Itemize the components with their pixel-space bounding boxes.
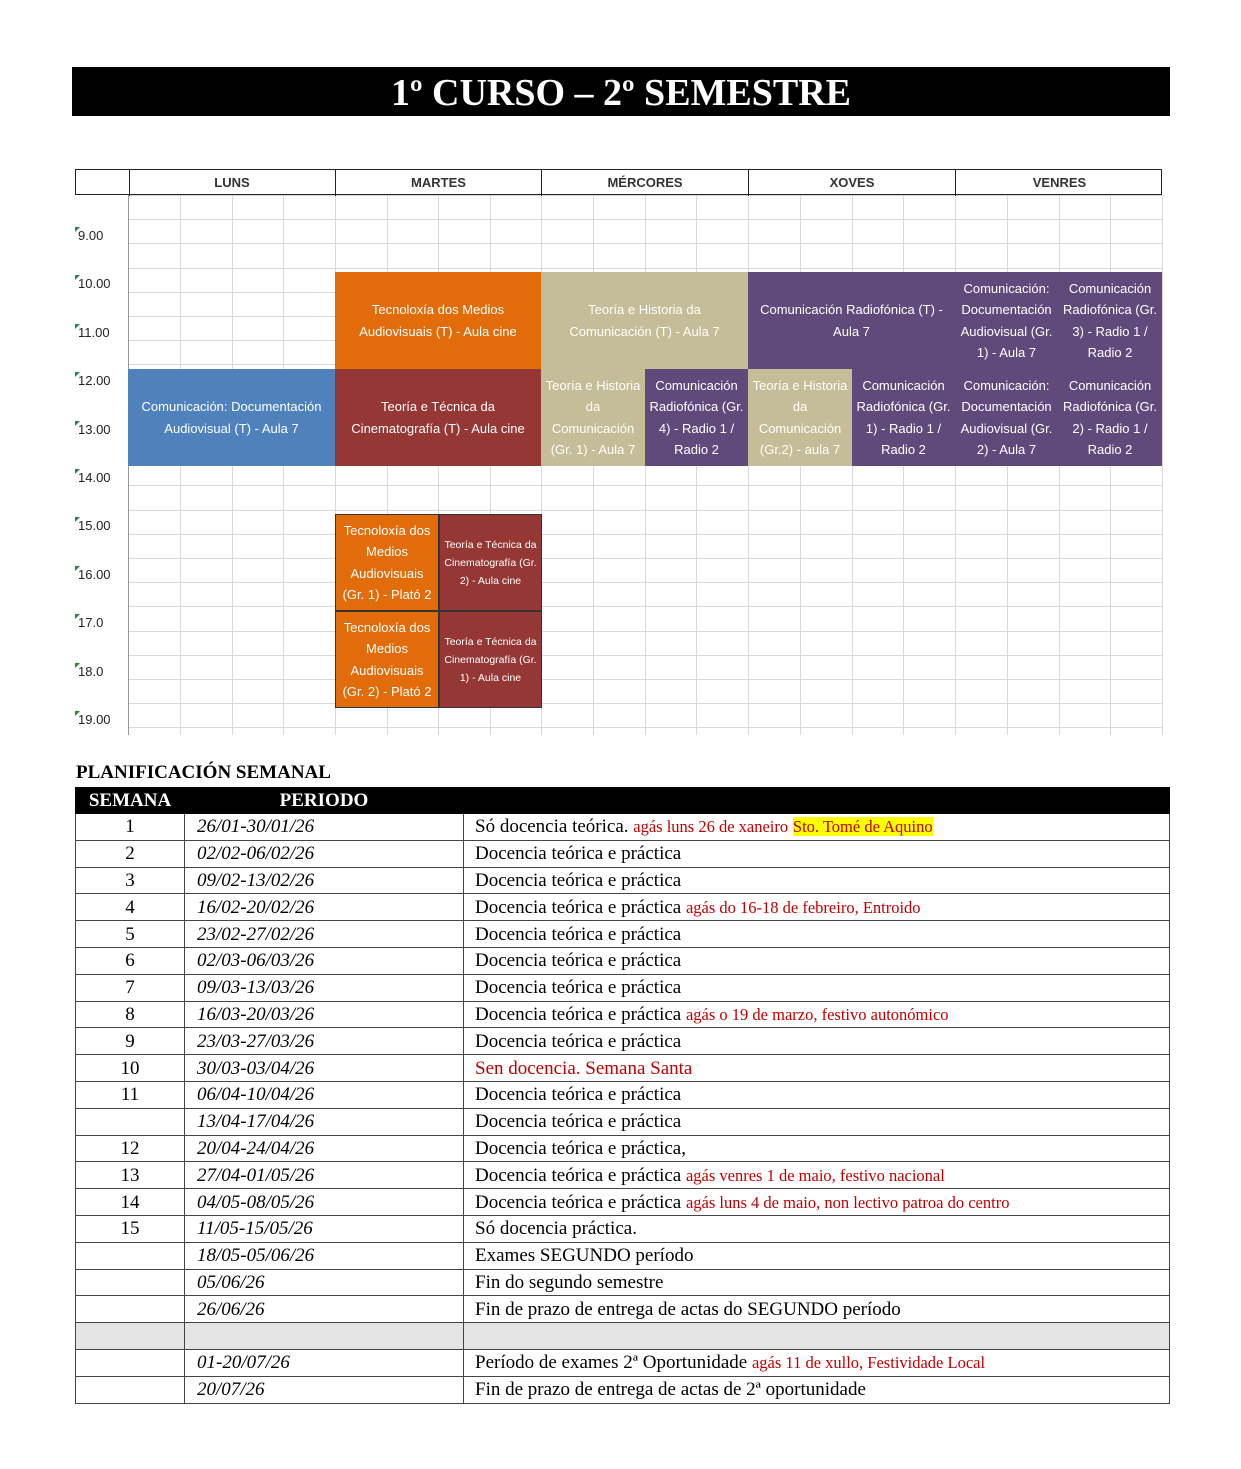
time-label: 13.00 — [78, 421, 111, 437]
description-alert: Sen docencia. Semana Santa — [475, 1057, 693, 1079]
periodo-cell: 16/02-20/02/26 — [185, 894, 464, 921]
class-block-line: Radio 2 — [1087, 345, 1133, 360]
planning-row — [76, 1323, 1170, 1350]
time-label: 19.00 — [78, 712, 111, 727]
class-block-line: 4) - Radio 1 / — [658, 420, 735, 436]
grid-line — [1162, 195, 1163, 735]
planning-row — [76, 1296, 1170, 1323]
planning-row — [76, 1001, 1170, 1028]
description-text: Docencia teórica e práctica — [475, 1084, 682, 1106]
description-text: Docencia teórica e práctica — [475, 1191, 682, 1213]
description-cell — [464, 974, 1170, 1001]
class-block-line: (Gr. 1) - Aula 7 — [550, 442, 636, 457]
class-block-mar-tec-medios — [335, 272, 541, 369]
planning-row — [76, 1376, 1170, 1403]
class-block-line: Cinematografía (T) - Aula cine — [351, 420, 525, 436]
class-block-line: Comunicación — [862, 377, 945, 393]
class-block-line: Audiovisuais (T) - Aula cine — [359, 323, 517, 339]
semana-cell: 12 — [76, 1135, 185, 1162]
periodo-cell: 23/02-27/02/26 — [185, 921, 464, 948]
class-block-line: Audiovisuais — [350, 565, 424, 581]
semana-cell — [76, 1296, 185, 1323]
description-cell — [464, 1055, 1170, 1082]
description-cell — [464, 1269, 1170, 1296]
description-text: Só docencia teórica. — [475, 816, 629, 838]
periodo-cell: 20/04-24/04/26 — [185, 1135, 464, 1162]
class-block-ven-radio-g3 — [1058, 272, 1162, 369]
periodo-cell: 16/03-20/03/26 — [185, 1001, 464, 1028]
class-block-line: Teoría e Técnica da — [444, 538, 537, 551]
semana-cell — [76, 1323, 185, 1350]
exception-note: agás luns 26 de xaneiro — [633, 817, 789, 837]
time-label: 16.00 — [78, 566, 111, 582]
class-block-line: Tecnoloxía dos Medios — [371, 302, 505, 317]
class-block-line: Radio 2 — [1087, 442, 1133, 457]
class-block-line: Radiofónica (Gr. — [649, 399, 744, 414]
semana-cell — [76, 1349, 185, 1376]
class-block-line: Audiovisuais — [350, 662, 424, 678]
planning-row — [76, 1215, 1170, 1242]
planning-row — [76, 1349, 1170, 1376]
class-block-mar-cine-g1 — [439, 611, 542, 708]
class-block-line: Cinematografía (Gr. — [444, 653, 537, 666]
periodo-cell — [185, 1323, 464, 1350]
planning-title: PLANIFICACIÓN SEMANAL — [76, 762, 331, 783]
periodo-cell: 05/06/26 — [185, 1269, 464, 1296]
description-text: Docencia teórica e práctica — [475, 1111, 682, 1133]
exception-note: agás 11 de xullo, Festividade Local — [751, 1353, 986, 1373]
class-block-line: Documentación — [961, 302, 1052, 317]
planning-row — [76, 840, 1170, 867]
planning-row — [76, 1055, 1170, 1082]
header-corner — [76, 170, 130, 196]
timetable-header — [75, 169, 1162, 195]
class-block-line: Radiofónica (Gr. — [1063, 302, 1157, 317]
planning-row — [76, 1081, 1170, 1108]
class-block-line: Aula 7 — [833, 323, 870, 339]
description-text: Docencia teórica e práctica — [475, 950, 682, 972]
class-block-line: Comunicación: Documentación — [141, 399, 322, 414]
day-header-venres: VENRES — [1032, 175, 1087, 190]
class-block-line: Radiofónica (Gr. — [856, 399, 951, 414]
class-block-mer-teoria-historia — [541, 272, 748, 369]
exception-note: agás venres 1 de maio, festivo nacional — [685, 1165, 945, 1185]
periodo-cell: 06/04-10/04/26 — [185, 1081, 464, 1108]
planning-row — [76, 814, 1170, 841]
description-text: Docencia teórica e práctica — [475, 923, 682, 945]
time-label: 17.0 — [78, 615, 104, 631]
class-block-line: 2) - Aula cine — [459, 574, 522, 587]
day-header-mércores: MÉRCORES — [542, 170, 749, 196]
class-block-line: Comunicación: — [963, 377, 1050, 393]
time-label: 12.00 — [78, 373, 111, 389]
class-block-line: Teoría e Técnica da — [381, 399, 495, 414]
class-block-mar-cine-t — [335, 369, 541, 466]
class-block-line: da — [792, 399, 808, 414]
description-cell — [464, 1001, 1170, 1028]
planning-row — [76, 947, 1170, 974]
semana-cell: 7 — [76, 974, 185, 1001]
description-cell — [464, 1376, 1170, 1403]
periodo-cell: 13/04-17/04/26 — [185, 1108, 464, 1135]
class-block-line: 2) - Aula 7 — [976, 442, 1037, 457]
time-label: 10.00 — [78, 276, 111, 292]
semana-cell: 5 — [76, 921, 185, 948]
description-cell — [464, 921, 1170, 948]
description-text: Fin de prazo de entrega de actas de 2ª oportunidade — [475, 1379, 866, 1401]
description-text: Docencia teórica e práctica — [475, 1003, 682, 1025]
description-text: Período de exames 2ª Oportunidade — [475, 1352, 748, 1374]
description-cell — [464, 1189, 1170, 1216]
description-text: Fin do segundo semestre — [475, 1271, 664, 1293]
semana-cell — [76, 1269, 185, 1296]
class-block-line: 1) - Radio 1 / — [865, 420, 942, 436]
class-block-line: (Gr.2) - aula 7 — [759, 442, 841, 457]
class-block-line: Radio 2 — [674, 442, 719, 457]
class-block-line: Teoría e Técnica da — [444, 635, 537, 648]
time-label: 14.00 — [78, 470, 111, 485]
class-block-line: Comunicación Radiofónica (T) - — [760, 302, 943, 317]
description-cell — [464, 840, 1170, 867]
class-block-line: Medios — [366, 544, 408, 559]
planning-row — [76, 867, 1170, 894]
header-description — [464, 788, 1170, 814]
description-cell — [464, 894, 1170, 921]
semana-cell: 2 — [76, 840, 185, 867]
timetable — [75, 169, 1165, 735]
class-block-ven-doc-g1 — [955, 272, 1058, 369]
class-block-line: 2) - Radio 1 / — [1072, 420, 1148, 436]
description-text: Docencia teórica e práctica — [475, 1164, 682, 1186]
class-block-xov-radio — [748, 272, 955, 369]
class-block-line: 1) - Aula 7 — [976, 345, 1037, 360]
planning-row — [76, 921, 1170, 948]
semana-cell: 6 — [76, 947, 185, 974]
planning-row — [76, 1269, 1170, 1296]
description-text: Docencia teórica e práctica — [475, 1030, 682, 1052]
day-header-martes: MARTES — [336, 170, 542, 196]
class-block-line: Tecnoloxía dos — [343, 619, 431, 635]
description-cell — [464, 867, 1170, 894]
class-block-line: Teoría e Historia — [545, 377, 641, 393]
description-cell — [464, 1349, 1170, 1376]
class-block-line: Medios — [366, 641, 408, 656]
class-block-line: Tecnoloxía dos — [343, 522, 431, 538]
periodo-cell: 01-20/07/26 — [185, 1349, 464, 1376]
description-text: Docencia teórica e práctica — [475, 869, 682, 891]
semana-cell: 4 — [76, 894, 185, 921]
time-label: 9.00 — [78, 228, 104, 243]
class-block-mar-cine-g2 — [439, 514, 542, 611]
description-text: Docencia teórica e práctica — [475, 977, 682, 999]
semana-cell: 14 — [76, 1189, 185, 1216]
periodo-cell: 26/01-30/01/26 — [185, 814, 464, 841]
semana-cell — [76, 1376, 185, 1403]
class-block-line: Comunicación — [655, 377, 738, 393]
class-block-mer-teoria-g1 — [541, 369, 645, 466]
planning-row — [76, 1242, 1170, 1269]
class-block-line: Comunicación: — [963, 280, 1050, 296]
class-block-xov-teoria-g2 — [748, 369, 852, 466]
planning-row — [76, 1135, 1170, 1162]
description-cell — [464, 1108, 1170, 1135]
time-label: 11.00 — [78, 324, 110, 340]
description-cell — [464, 1162, 1170, 1189]
exception-note: agás do 16-18 de febreiro, Entroido — [685, 897, 921, 917]
class-block-ven-doc-g2 — [955, 369, 1058, 466]
class-block-line: Radio 2 — [881, 442, 926, 457]
class-block-line: Audiovisual (Gr. — [960, 323, 1053, 339]
semana-cell: 15 — [76, 1215, 185, 1242]
planning-row — [76, 974, 1170, 1001]
planning-row — [76, 1028, 1170, 1055]
periodo-cell: 20/07/26 — [185, 1376, 464, 1403]
planning-row — [76, 1108, 1170, 1135]
description-cell — [464, 1028, 1170, 1055]
description-cell — [464, 1215, 1170, 1242]
header-semana: SEMANA — [76, 788, 185, 814]
header-periodo: PERIODO — [185, 788, 464, 814]
exception-note: agás luns 4 de maio, non lectivo patroa do centro — [685, 1192, 1010, 1212]
highlighted-note: Sto. Tomé de Aquino — [792, 817, 933, 837]
class-block-line: Teoría e Historia — [752, 377, 848, 393]
class-block-line: da — [585, 399, 601, 414]
periodo-cell: 27/04-01/05/26 — [185, 1162, 464, 1189]
description-cell — [464, 1081, 1170, 1108]
class-block-lun-doc-t — [128, 369, 335, 466]
class-block-line: Audiovisual (T) - Aula 7 — [164, 420, 299, 436]
class-block-line: Documentación — [961, 399, 1052, 414]
class-block-line: Comunicación (T) - Aula 7 — [569, 323, 720, 339]
periodo-cell: 26/06/26 — [185, 1296, 464, 1323]
description-text: Só docencia práctica. — [475, 1218, 637, 1240]
class-block-line: Audiovisual (Gr. — [960, 420, 1053, 436]
semana-cell: 8 — [76, 1001, 185, 1028]
periodo-cell: 04/05-08/05/26 — [185, 1189, 464, 1216]
planning-row — [76, 1162, 1170, 1189]
semana-cell: 9 — [76, 1028, 185, 1055]
description-text: Exames SEGUNDO período — [475, 1245, 694, 1267]
description-cell — [464, 1323, 1170, 1350]
class-block-line: Cinematografía (Gr. — [444, 556, 537, 569]
day-header-luns: LUNS — [129, 170, 336, 196]
description-cell — [464, 1135, 1170, 1162]
class-block-mar-tec-g2 — [335, 611, 439, 708]
semana-cell — [76, 1108, 185, 1135]
periodo-cell: 02/02-06/02/26 — [185, 840, 464, 867]
class-block-line: (Gr. 2) - Plató 2 — [342, 684, 432, 699]
time-label: 18.0 — [78, 663, 104, 679]
day-header-xoves: XOVES — [749, 170, 956, 196]
class-block-line: Comunicación — [551, 420, 635, 436]
semana-cell: 1 — [76, 814, 185, 841]
class-block-line: Teoría e Historia da — [588, 302, 701, 317]
class-block-mar-tec-g1 — [335, 514, 439, 611]
description-cell — [464, 814, 1170, 841]
class-block-line: (Gr. 1) - Plató 2 — [342, 587, 432, 602]
description-text: Docencia teórica e práctica — [475, 843, 682, 865]
class-block-line: Comunicación — [1068, 280, 1152, 296]
periodo-cell: 18/05-05/06/26 — [185, 1242, 464, 1269]
class-block-line: 3) - Radio 1 / — [1072, 323, 1148, 339]
semana-cell: 13 — [76, 1162, 185, 1189]
class-block-line: 1) - Aula cine — [459, 671, 522, 684]
description-cell — [464, 1296, 1170, 1323]
planning-table — [75, 787, 1170, 1404]
exception-note: agás o 19 de marzo, festivo autonómico — [685, 1004, 949, 1024]
description-text: Docencia teórica e práctica — [475, 896, 682, 918]
semana-cell: 10 — [76, 1055, 185, 1082]
class-block-line: Comunicación — [758, 420, 842, 436]
description-text: Fin de prazo de entrega de actas do SEGUNDO período — [475, 1298, 901, 1320]
planning-header-row — [76, 788, 1170, 814]
semana-cell: 3 — [76, 867, 185, 894]
periodo-cell: 30/03-03/04/26 — [185, 1055, 464, 1082]
page-title: 1º CURSO – 2º SEMESTRE — [72, 67, 1170, 116]
description-cell — [464, 947, 1170, 974]
semana-cell: 11 — [76, 1081, 185, 1108]
periodo-cell: 11/05-15/05/26 — [185, 1215, 464, 1242]
description-text: Docencia teórica e práctica, — [475, 1137, 686, 1159]
periodo-cell: 02/03-06/03/26 — [185, 947, 464, 974]
class-block-line: Radiofónica (Gr. — [1063, 399, 1157, 414]
periodo-cell: 23/03-27/03/26 — [185, 1028, 464, 1055]
class-block-mer-radio-g4 — [645, 369, 748, 466]
class-block-ven-radio-g2 — [1058, 369, 1162, 466]
time-label: 15.00 — [78, 518, 111, 534]
class-block-line: Comunicación — [1068, 377, 1152, 393]
description-cell — [464, 1242, 1170, 1269]
periodo-cell: 09/03-13/03/26 — [185, 974, 464, 1001]
planning-row — [76, 1189, 1170, 1216]
planning-row — [76, 894, 1170, 921]
class-block-xov-radio-g1 — [852, 369, 955, 466]
periodo-cell: 09/02-13/02/26 — [185, 867, 464, 894]
semana-cell — [76, 1242, 185, 1269]
